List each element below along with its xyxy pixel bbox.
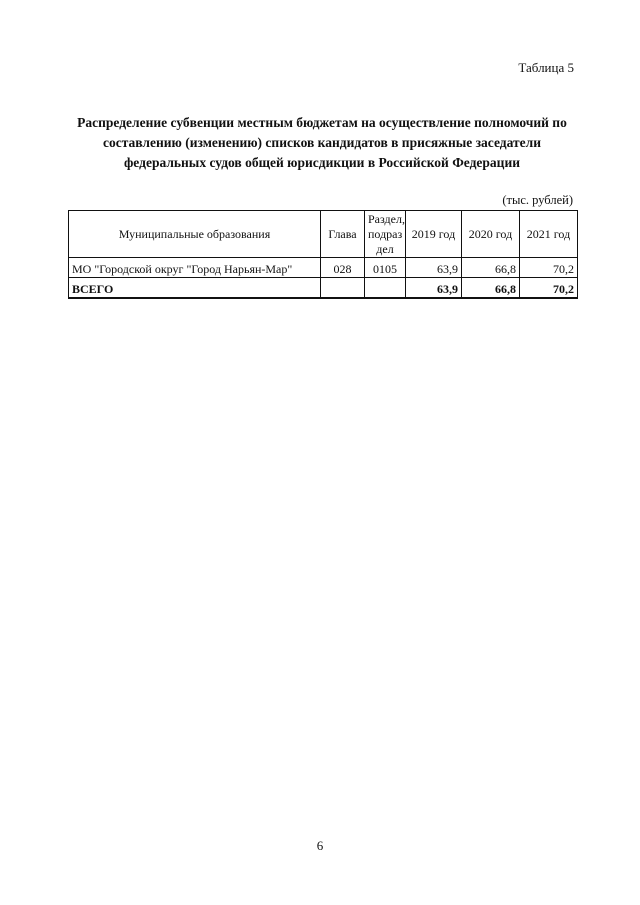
document-title <box>64 113 580 173</box>
col-header-municipality: Муниципальные образования <box>69 211 321 258</box>
col-header-section-line-2: подраз <box>368 226 403 241</box>
col-header-section <box>365 211 406 258</box>
title-line-2: составлению (изменению) списков кандидатов в присяжные заседатели <box>103 135 541 150</box>
cell-total-label: ВСЕГО <box>69 278 321 298</box>
cell-total-2021: 70,2 <box>520 278 578 298</box>
title-line-3: федеральных судов общей юрисдикции в Российской Федерации <box>123 155 521 170</box>
col-header-2020: 2020 год <box>462 211 520 258</box>
cell-total-2020: 66,8 <box>462 278 520 298</box>
cell-chapter: 028 <box>321 258 365 278</box>
table-row <box>69 258 578 278</box>
units-label: (тыс. рублей) <box>502 193 573 207</box>
cell-total-section <box>365 278 406 298</box>
col-header-section-line-3: дел <box>376 241 394 256</box>
col-header-chapter: Глава <box>321 211 365 258</box>
col-header-section-line-1: Раздел, <box>368 211 405 226</box>
table-number: Таблица 5 <box>518 60 574 75</box>
cell-total-2019: 63,9 <box>406 278 462 298</box>
col-header-2019: 2019 год <box>406 211 462 258</box>
cell-2021: 70,2 <box>520 258 578 278</box>
table-total-row <box>69 278 578 298</box>
cell-2020: 66,8 <box>462 258 520 278</box>
col-header-2021: 2021 год <box>520 211 578 258</box>
cell-municipality: МО "Городской округ "Город Нарьян-Мар" <box>69 258 321 278</box>
subvention-table <box>68 210 578 299</box>
title-line-1: Распределение субвенции местным бюджетам на осуществление полномочий по <box>77 115 567 130</box>
page-number: 6 <box>316 838 324 853</box>
cell-total-chapter <box>321 278 365 298</box>
table-header-row <box>69 211 578 258</box>
cell-section: 0105 <box>365 258 406 278</box>
cell-2019: 63,9 <box>406 258 462 278</box>
